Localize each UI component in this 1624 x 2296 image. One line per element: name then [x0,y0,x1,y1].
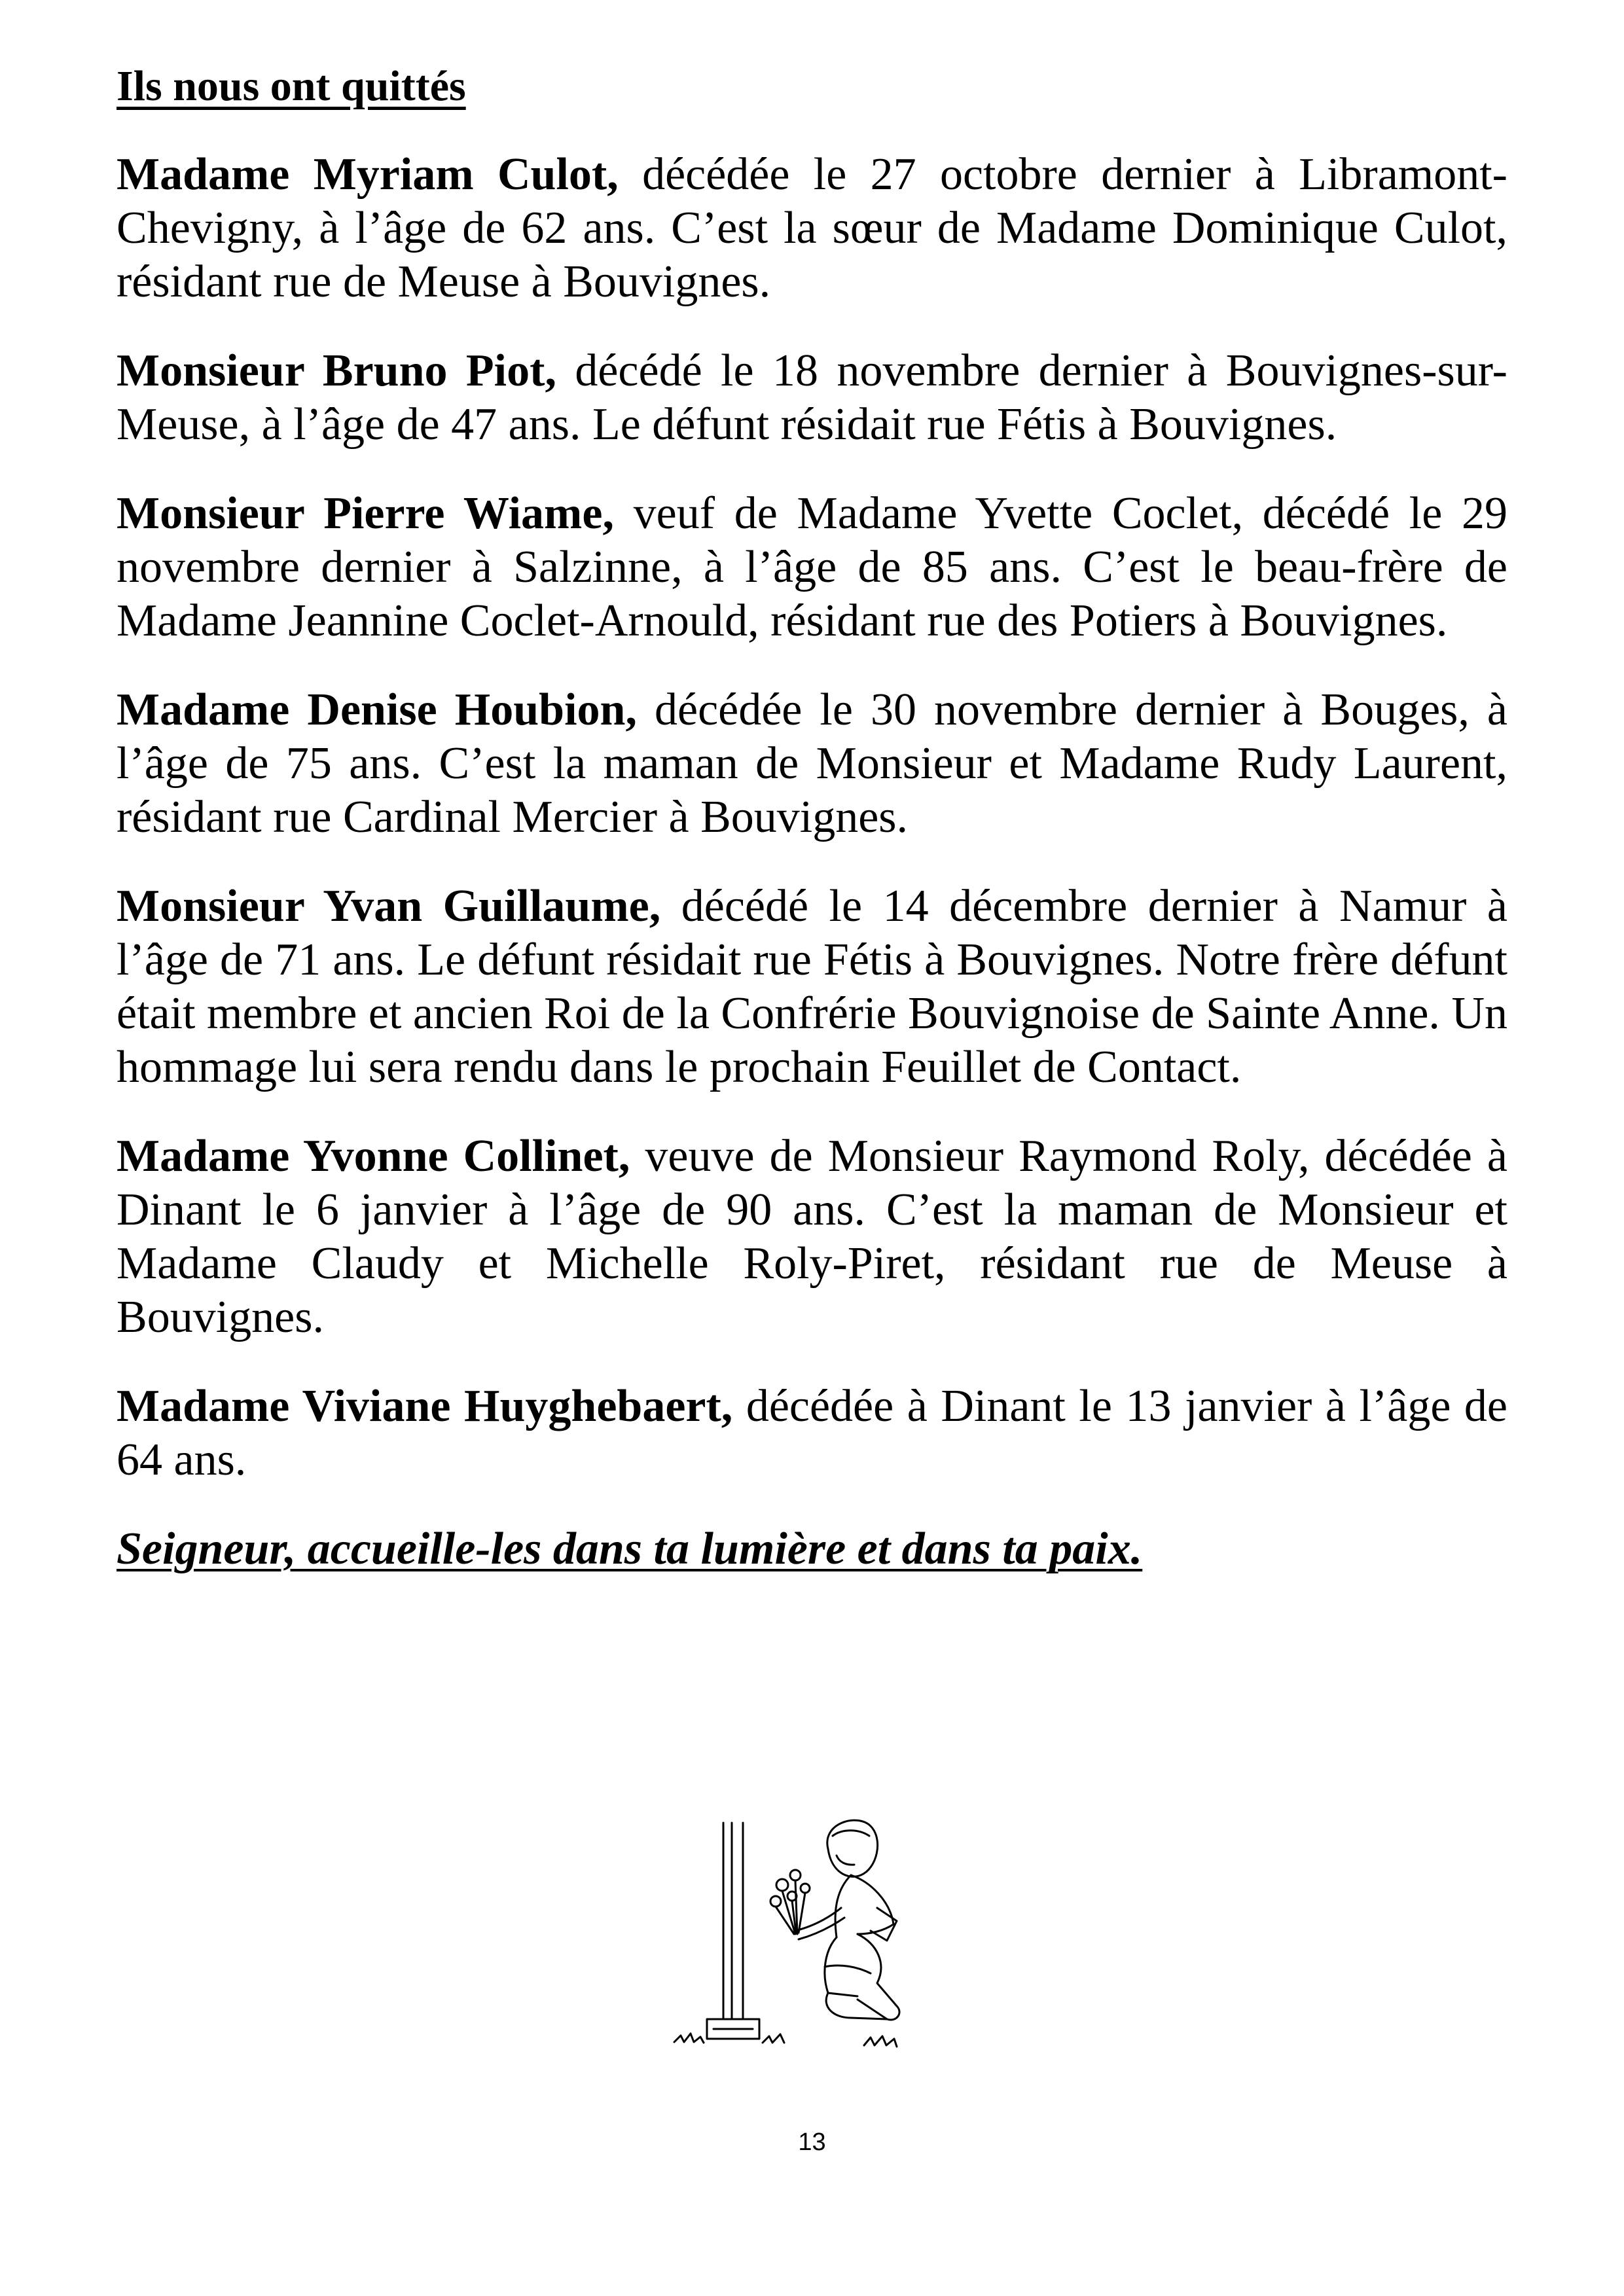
obituary-entry [117,1380,1507,1487]
obituary-text: décédée le 27 octobre dernier à Libramont-Chevigny, à l’âge de 62 ans. C’est la sœur de Madame Dominique Culot, résidant rue de Meuse à Bouvignes. [117,149,1507,307]
page-number: 13 [798,2128,826,2156]
deceased-name: Monsieur Yvan Guillaume, [117,881,661,931]
deceased-name: Monsieur Bruno Piot, [117,346,556,396]
section-heading: Ils nous ont quittés [117,62,466,110]
obituary-text: décédée à Dinant le 13 janvier à l’âge de 64 ans. [117,1381,1507,1485]
obituary-entry [117,1130,1507,1344]
deceased-name: Madame Myriam Culot, [117,149,619,200]
obituary-text: veuve de Monsieur Raymond Roly, décédée à Dinant le 6 janvier à l’âge de 90 ans. C’est la maman de Monsieur et Madame Claudy et Michelle Roly-Piret, résidant rue de Meuse à Bouvignes. [117,1131,1508,1342]
closing-prayer: Seigneur, accueille-les dans ta lumière et dans ta paix. [117,1524,1143,1574]
obituary-text: décédé le 14 décembre dernier à Namur à l’âge de 71 ans. Le défunt résidait rue Fétis à Bouvignes. Notre frère défunt était membre et ancien Roi de la Confrérie Bouvignoise de Sainte Anne. Un hommage lui sera rendu dans le prochain Feuillet de Contact. [117,881,1508,1092]
obituary-text: veuf de Madame Yvette Coclet, décédé le 29 novembre dernier à Salzinne, à l’âge de 85 ans. C’est le beau-frère de Madame Jeannine Coclet-Arnould, résidant rue des Potiers à Bouvignes. [117,488,1508,646]
obituary-entry [117,880,1507,1094]
obituary-entry [117,344,1507,452]
obituary-list [117,148,1507,1576]
obituary-entry [117,148,1507,309]
deceased-name: Monsieur Pierre Wiame, [117,488,614,539]
obituary-text: décédé le 18 novembre dernier à Bouvignes-sur-Meuse, à l’âge de 47 ans. Le défunt résidait rue Fétis à Bouvignes. [117,346,1507,450]
obituary-entry [117,683,1507,844]
deceased-name: Madame Yvonne Collinet, [117,1131,630,1181]
child-laying-flowers-at-grave-icon [661,1810,975,2072]
obituary-text: décédée le 30 novembre dernier à Bouges, à l’âge de 75 ans. C’est la maman de Monsieur et Madame Rudy Laurent, résidant rue Cardinal Mercier à Bouvignes. [117,685,1507,842]
obituary-entry [117,487,1507,648]
deceased-name: Madame Denise Houbion, [117,685,637,735]
deceased-name: Madame Viviane Huyghebaert, [117,1381,733,1431]
